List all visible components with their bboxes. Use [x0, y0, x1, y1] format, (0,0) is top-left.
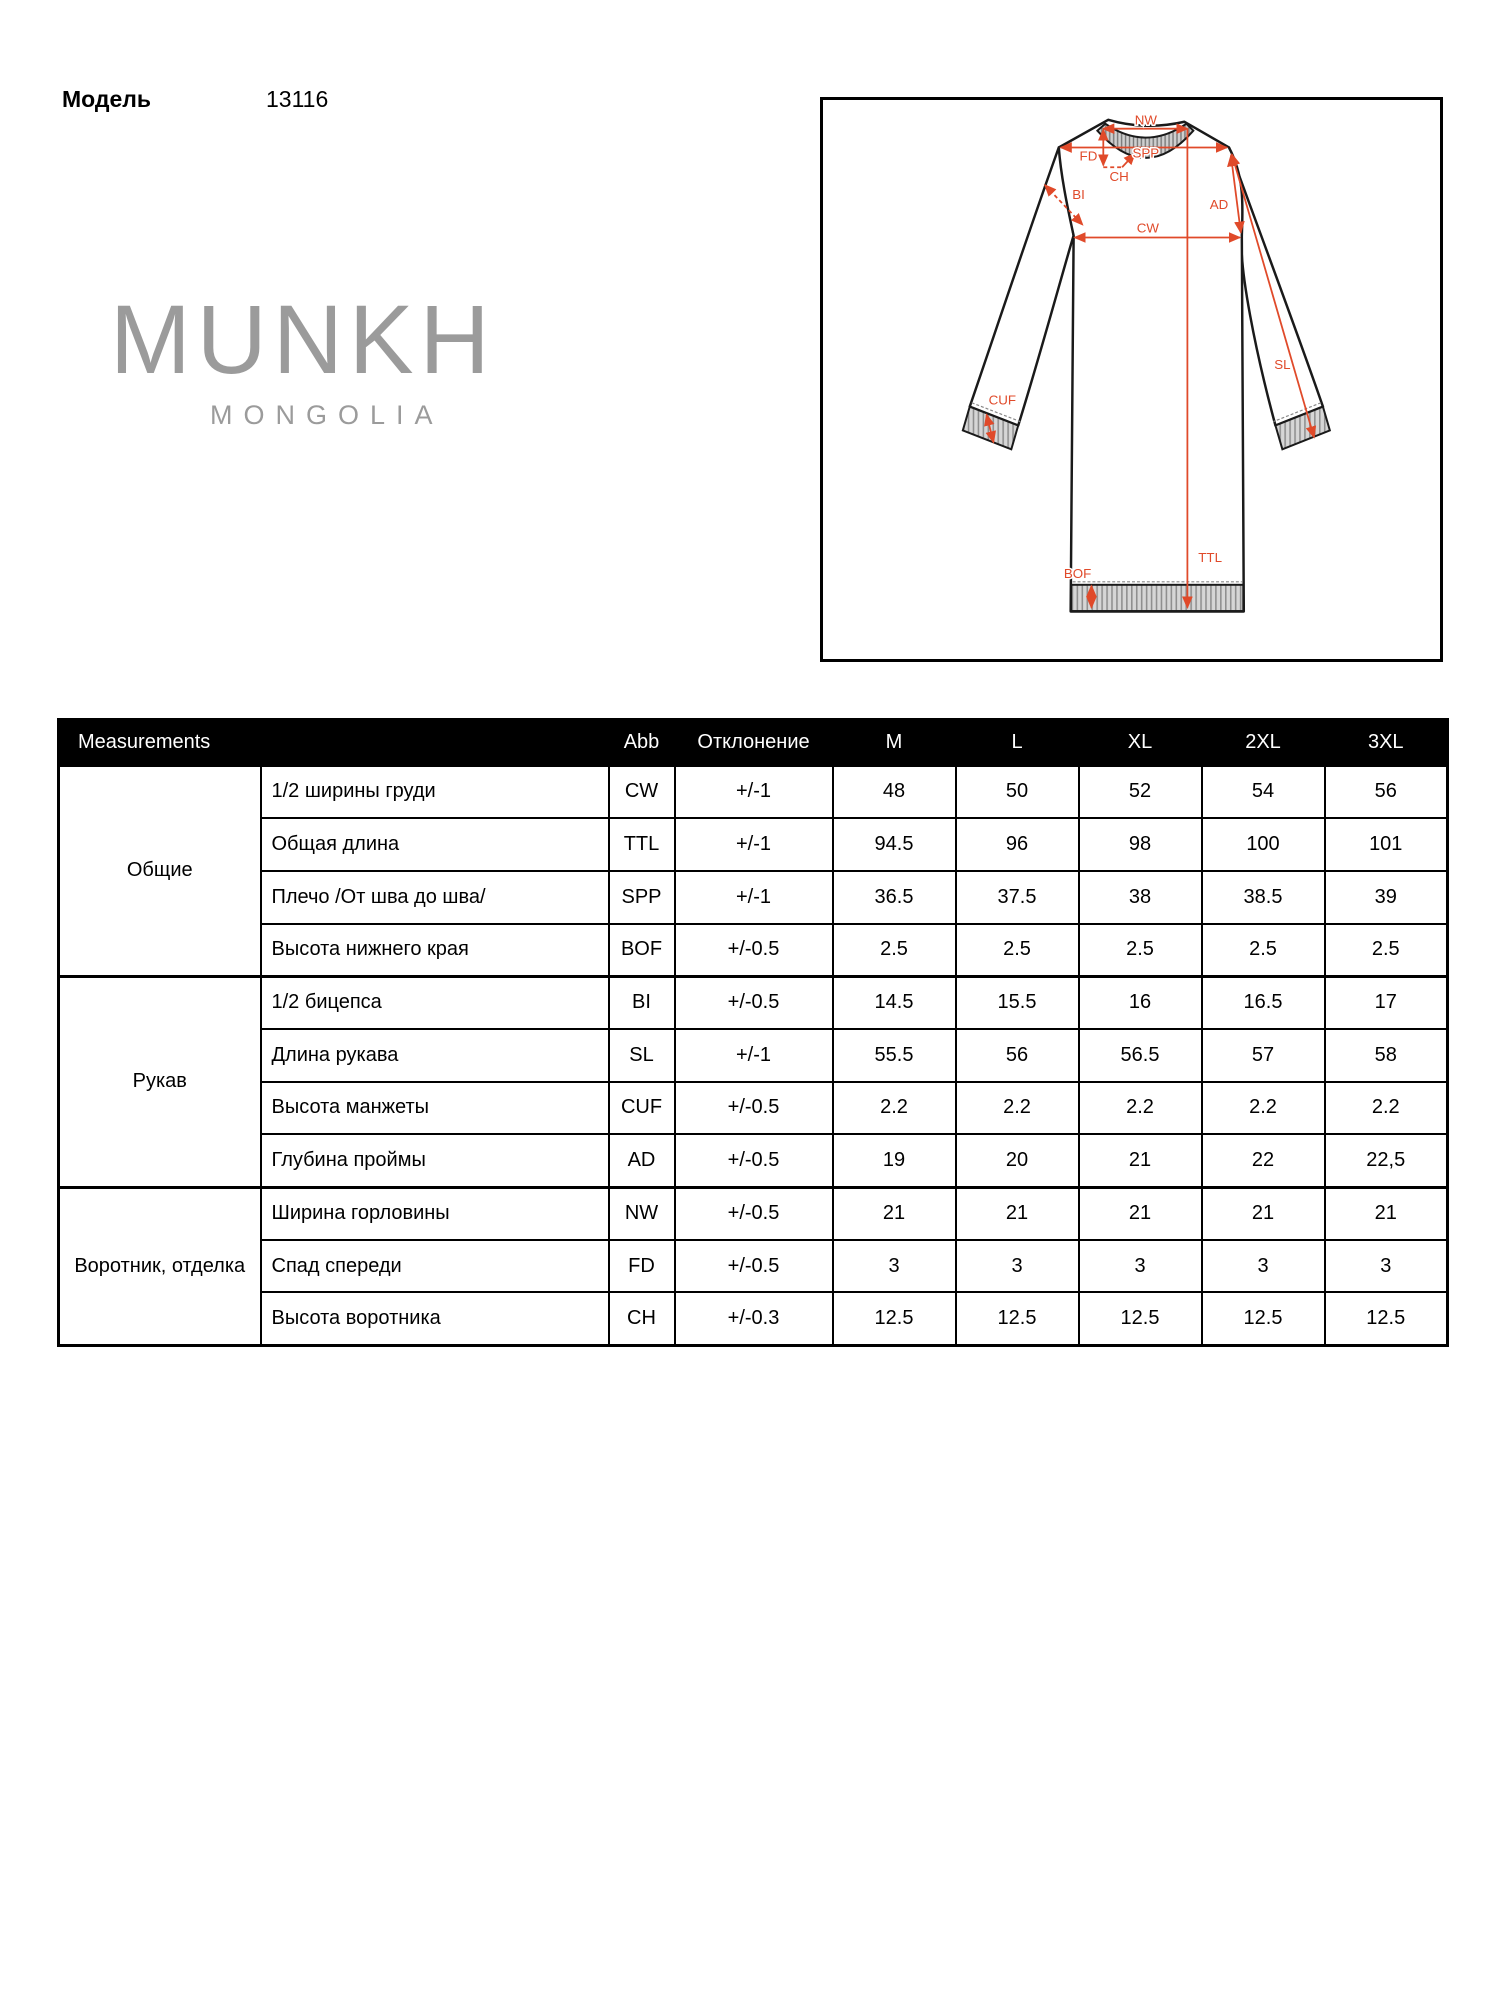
size-value-2xl: 21 [1202, 1187, 1325, 1240]
hem-band [1071, 585, 1243, 611]
measure-abb: TTL [609, 818, 675, 871]
measure-deviation: +/-0.5 [675, 1240, 833, 1293]
table-header-row [59, 720, 1448, 766]
size-value-2xl: 16.5 [1202, 976, 1325, 1029]
size-value-3xl: 12.5 [1325, 1292, 1448, 1345]
measure-abb: BI [609, 976, 675, 1029]
ch-label: CH [1109, 169, 1129, 185]
size-value-m: 36.5 [833, 871, 956, 924]
table-row [59, 1292, 1448, 1345]
measure-name: 1/2 бицепса [261, 976, 609, 1029]
size-value-2xl: 54 [1202, 766, 1325, 819]
size-value-2xl: 22 [1202, 1134, 1325, 1187]
measure-abb: AD [609, 1134, 675, 1187]
size-value-2xl: 3 [1202, 1240, 1325, 1293]
size-value-3xl: 56 [1325, 766, 1448, 819]
size-value-l: 21 [956, 1187, 1079, 1240]
table-row [59, 766, 1448, 819]
size-value-3xl: 22,5 [1325, 1134, 1448, 1187]
garment-body [1059, 120, 1244, 612]
size-value-2xl: 2.2 [1202, 1082, 1325, 1135]
size-value-m: 12.5 [833, 1292, 956, 1345]
measure-name: Ширина горловины [261, 1187, 609, 1240]
size-value-l: 50 [956, 766, 1079, 819]
measure-deviation: +/-0.5 [675, 1082, 833, 1135]
measure-deviation: +/-0.5 [675, 1134, 833, 1187]
size-value-3xl: 39 [1325, 871, 1448, 924]
size-value-2xl: 100 [1202, 818, 1325, 871]
size-value-l: 3 [956, 1240, 1079, 1293]
garment-technical-drawing [823, 100, 1440, 659]
size-value-3xl: 101 [1325, 818, 1448, 871]
size-value-3xl: 21 [1325, 1187, 1448, 1240]
size-value-l: 37.5 [956, 871, 1079, 924]
sl-label: SL [1274, 357, 1291, 373]
size-value-3xl: 17 [1325, 976, 1448, 1029]
size-value-m: 2.5 [833, 924, 956, 977]
measure-deviation: +/-0.5 [675, 976, 833, 1029]
size-value-xl: 38 [1079, 871, 1202, 924]
measure-abb: FD [609, 1240, 675, 1293]
size-value-l: 20 [956, 1134, 1079, 1187]
measurements-table-wrap [57, 718, 1449, 1347]
col-header-deviation: Отклонение [675, 720, 833, 766]
table-row [59, 924, 1448, 977]
size-value-3xl: 58 [1325, 1029, 1448, 1082]
size-value-l: 12.5 [956, 1292, 1079, 1345]
col-header-abb: Abb [609, 720, 675, 766]
group-label-sleeve: Рукав [59, 976, 261, 1187]
measure-abb: SL [609, 1029, 675, 1082]
col-header-size-xl: XL [1079, 720, 1202, 766]
size-value-xl: 2.2 [1079, 1082, 1202, 1135]
size-value-l: 2.5 [956, 924, 1079, 977]
size-value-l: 2.2 [956, 1082, 1079, 1135]
measure-name: Длина рукава [261, 1029, 609, 1082]
size-value-xl: 16 [1079, 976, 1202, 1029]
measure-name: Высота воротника [261, 1292, 609, 1345]
size-value-m: 3 [833, 1240, 956, 1293]
fd-label: FD [1079, 148, 1098, 164]
measure-name: Общая длина [261, 818, 609, 871]
measure-abb: CW [609, 766, 675, 819]
measure-name: Высота манжеты [261, 1082, 609, 1135]
col-header-size-m: M [833, 720, 956, 766]
size-value-2xl: 12.5 [1202, 1292, 1325, 1345]
size-value-m: 55.5 [833, 1029, 956, 1082]
col-header-size-3xl: 3XL [1325, 720, 1448, 766]
measure-deviation: +/-0.5 [675, 1187, 833, 1240]
size-value-2xl: 38.5 [1202, 871, 1325, 924]
size-value-m: 48 [833, 766, 956, 819]
col-header-measurements: Measurements [59, 720, 609, 766]
measure-name: 1/2 ширины груди [261, 766, 609, 819]
measure-name: Глубина проймы [261, 1134, 609, 1187]
measure-abb: NW [609, 1187, 675, 1240]
measure-abb: CH [609, 1292, 675, 1345]
brand-logo: MUNKH [110, 285, 496, 394]
table-row [59, 1240, 1448, 1293]
group-label-general: Общие [59, 766, 261, 977]
size-value-2xl: 57 [1202, 1029, 1325, 1082]
spp-label: SPP [1132, 145, 1160, 161]
size-value-l: 15.5 [956, 976, 1079, 1029]
size-value-xl: 21 [1079, 1187, 1202, 1240]
size-value-3xl: 3 [1325, 1240, 1448, 1293]
measure-abb: SPP [609, 871, 675, 924]
size-value-3xl: 2.2 [1325, 1082, 1448, 1135]
size-value-xl: 52 [1079, 766, 1202, 819]
garment-sleeve-left [970, 147, 1074, 425]
ttl-label: TTL [1198, 550, 1223, 566]
measure-deviation: +/-0.5 [675, 924, 833, 977]
size-value-l: 56 [956, 1029, 1079, 1082]
bof-label: BOF [1063, 565, 1092, 581]
cuf-label: CUF [988, 392, 1017, 408]
table-row [59, 818, 1448, 871]
table-row [59, 1082, 1448, 1135]
size-value-2xl: 2.5 [1202, 924, 1325, 977]
size-value-xl: 2.5 [1079, 924, 1202, 977]
table-row [59, 976, 1448, 1029]
size-value-m: 2.2 [833, 1082, 956, 1135]
nw-label: NW [1134, 112, 1157, 128]
garment-drawing-frame [820, 97, 1443, 662]
group-label-collar: Воротник, отделка [59, 1187, 261, 1345]
model-number: 13116 [266, 86, 329, 112]
size-value-m: 21 [833, 1187, 956, 1240]
bi-label: BI [1072, 186, 1085, 202]
size-value-xl: 98 [1079, 818, 1202, 871]
col-header-size-l: L [956, 720, 1079, 766]
size-value-m: 14.5 [833, 976, 956, 1029]
table-row [59, 1187, 1448, 1240]
measure-name: Высота нижнего края [261, 924, 609, 977]
table-row [59, 1134, 1448, 1187]
table-row [59, 1029, 1448, 1082]
size-value-3xl: 2.5 [1325, 924, 1448, 977]
col-header-size-2xl: 2XL [1202, 720, 1325, 766]
ad-label: AD [1209, 196, 1229, 212]
model-label: Модель [62, 86, 152, 112]
size-value-m: 19 [833, 1134, 956, 1187]
measure-deviation: +/-0.3 [675, 1292, 833, 1345]
measure-deviation: +/-1 [675, 871, 833, 924]
size-value-xl: 12.5 [1079, 1292, 1202, 1345]
size-value-xl: 3 [1079, 1240, 1202, 1293]
measure-deviation: +/-1 [675, 1029, 833, 1082]
cw-label: CW [1136, 220, 1159, 236]
size-value-m: 94.5 [833, 818, 956, 871]
brand-sublogo: MONGOLIA [210, 400, 444, 430]
measure-abb: CUF [609, 1082, 675, 1135]
measure-name: Спад спереди [261, 1240, 609, 1293]
size-value-xl: 21 [1079, 1134, 1202, 1187]
measure-deviation: +/-1 [675, 766, 833, 819]
measure-abb: BOF [609, 924, 675, 977]
size-value-xl: 56.5 [1079, 1029, 1202, 1082]
measure-deviation: +/-1 [675, 818, 833, 871]
table-row [59, 871, 1448, 924]
size-value-l: 96 [956, 818, 1079, 871]
size-table [57, 718, 1449, 1347]
measure-name: Плечо /От шва до шва/ [261, 871, 609, 924]
